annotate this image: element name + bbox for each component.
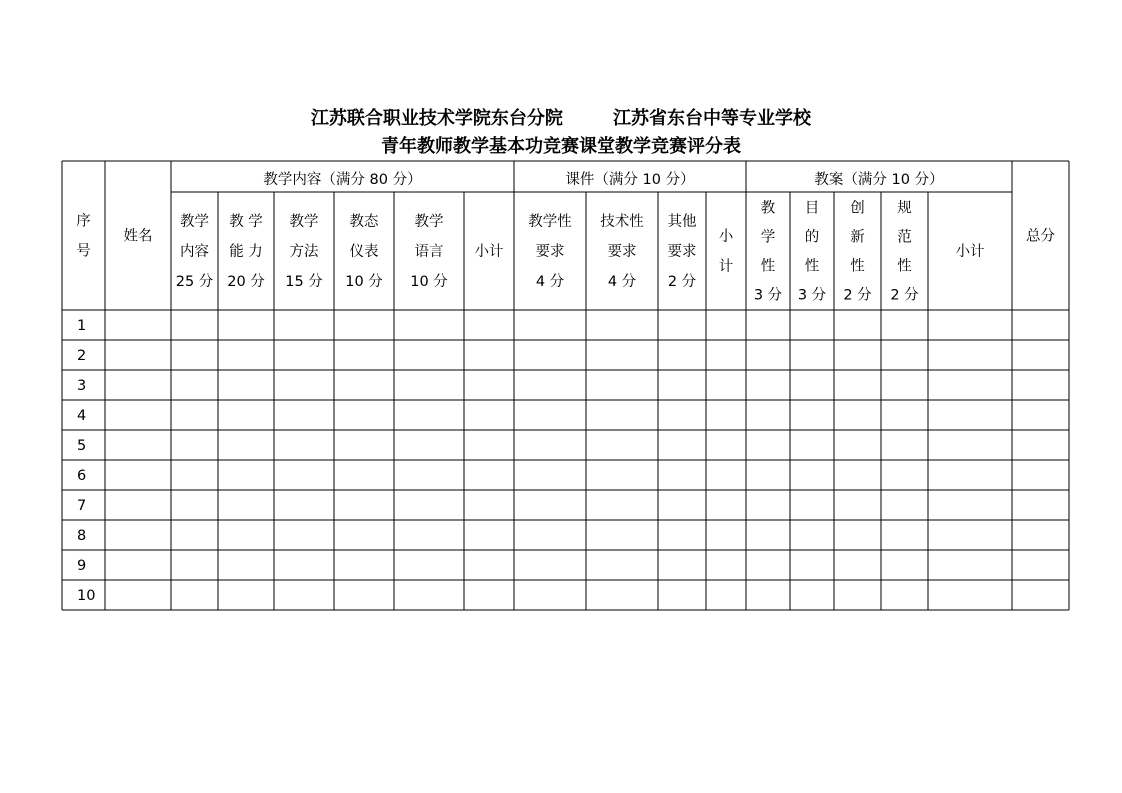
- column-header-c4: 10 分: [345, 274, 383, 290]
- group-header-plan: 教案（满分 10 分）: [814, 172, 944, 188]
- column-header-p1: 学: [760, 229, 776, 246]
- document-title-line-1: 江苏联合职业技术学院东台分院 江苏省东台中等专业学校: [310, 108, 812, 129]
- column-header-c_sub: 小计: [474, 244, 504, 260]
- column-header-k1: 教学性: [528, 214, 572, 230]
- column-header-p3: 性: [850, 258, 865, 275]
- column-header-k2: 4 分: [607, 274, 637, 290]
- column-header-name: 姓名: [123, 228, 153, 245]
- column-header-p4: 规: [897, 200, 912, 217]
- column-header-c1: 内容: [180, 244, 209, 260]
- column-header-k3: 其他: [667, 214, 697, 230]
- column-header-k_sub: 小: [718, 229, 734, 245]
- column-header-seq: 号: [76, 243, 91, 260]
- column-header-c4: 教态: [349, 214, 379, 230]
- row-number: 5: [77, 438, 87, 454]
- group-header-content: 教学内容（满分 80 分）: [263, 172, 422, 188]
- row-number: 7: [77, 498, 87, 514]
- column-header-p2: 性: [804, 258, 820, 275]
- column-header-p_sub: 小计: [955, 244, 985, 260]
- column-header-c5: 10 分: [410, 274, 448, 290]
- row-number: 6: [77, 468, 87, 484]
- column-header-c1: 25 分: [175, 274, 214, 290]
- column-header-p3: 2 分: [843, 287, 872, 304]
- column-header-c4: 仪表: [349, 244, 379, 260]
- column-header-c2: 20 分: [227, 274, 265, 290]
- row-number: 9: [77, 558, 87, 574]
- column-header-p1: 3 分: [753, 287, 783, 304]
- column-header-p1: 教: [760, 200, 776, 217]
- column-header-p3: 新: [850, 229, 865, 246]
- row-number: 2: [77, 348, 87, 364]
- column-header-k_sub: 计: [718, 259, 734, 275]
- column-header-total: 总分: [1026, 228, 1055, 245]
- column-header-seq: 序: [76, 213, 91, 230]
- column-header-c2: 能 力: [229, 244, 263, 260]
- column-header-c3: 15 分: [285, 274, 323, 290]
- column-header-c3: 方法: [289, 244, 319, 260]
- column-header-p4: 2 分: [890, 287, 919, 304]
- column-header-p2: 的: [804, 229, 820, 246]
- column-header-p1: 性: [760, 258, 776, 275]
- row-number: 4: [77, 408, 87, 424]
- column-header-c5: 教学: [414, 214, 444, 230]
- column-header-p2: 目: [804, 200, 820, 217]
- row-number: 3: [77, 378, 87, 394]
- column-header-p4: 范: [897, 229, 912, 246]
- column-header-k1: 要求: [535, 244, 565, 260]
- column-header-p2: 3 分: [797, 287, 827, 304]
- column-header-k3: 要求: [667, 244, 697, 260]
- document-title-line-2: 青年教师教学基本功竞赛课堂教学竞赛评分表: [381, 136, 741, 157]
- column-header-k3: 2 分: [667, 274, 697, 290]
- column-header-k1: 4 分: [535, 274, 565, 290]
- column-header-c3: 教学: [289, 214, 319, 230]
- column-header-p3: 创: [850, 200, 865, 217]
- column-header-k2: 技术性: [600, 214, 644, 230]
- column-header-p4: 性: [897, 258, 912, 275]
- column-header-k2: 要求: [607, 244, 637, 260]
- column-header-c5: 语言: [414, 244, 444, 260]
- row-number: 1: [77, 318, 87, 334]
- row-number: 10: [77, 588, 96, 604]
- column-header-c1: 教学: [180, 214, 209, 230]
- column-header-c2: 教 学: [229, 214, 263, 230]
- group-header-courseware: 课件（满分 10 分）: [565, 172, 695, 188]
- row-number: 8: [77, 528, 87, 544]
